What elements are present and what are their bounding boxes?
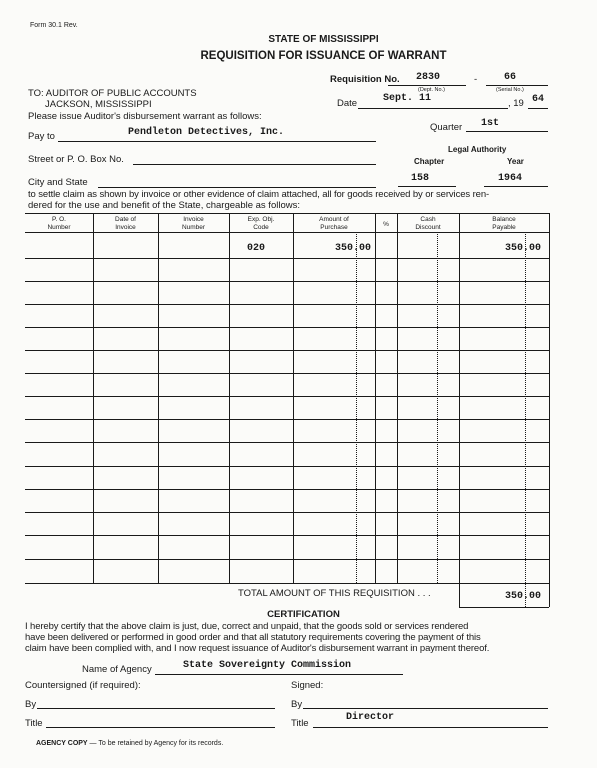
countersigned-by-label: By bbox=[25, 699, 37, 710]
signed-title-label: Title bbox=[291, 718, 309, 729]
please-issue-text: Please issue Auditor's disbursement warrant as follows: bbox=[28, 111, 262, 122]
form-title: REQUISITION FOR ISSUANCE OF WARRANT bbox=[200, 50, 447, 62]
row1-amount: 350.00 bbox=[334, 243, 371, 254]
footer-retain-text: — To be retained by Agency for its records. bbox=[87, 740, 224, 747]
header-date-of-invoice: Date of Invoice bbox=[115, 216, 136, 231]
date-year-suffix: 64 bbox=[532, 94, 545, 105]
serial-no-sub: (Serial No.) bbox=[496, 87, 524, 93]
legal-authority-label: Legal Authority bbox=[448, 145, 507, 154]
countersigned-by-line bbox=[37, 708, 275, 709]
year-value: 1964 bbox=[498, 173, 523, 184]
header-exp-obj-code: Exp. Obj. Code bbox=[247, 216, 275, 231]
row1-exp-code: 020 bbox=[247, 243, 266, 254]
agency-value: State Sovereignty Commission bbox=[183, 660, 352, 671]
date-year-line bbox=[528, 108, 548, 109]
agency-label: Name of Agency bbox=[82, 664, 152, 675]
header-amount-of-purchase: Amount of Purchase bbox=[319, 216, 349, 231]
pay-to-value: Pendleton Detectives, Inc. bbox=[128, 127, 285, 138]
certification-line-2: have been delivered or performed in good order and that all statutory requirements covering the payment of this bbox=[25, 632, 481, 643]
countersigned-label: Countersigned (if required): bbox=[25, 680, 141, 691]
chapter-value: 158 bbox=[411, 173, 430, 184]
footer-note bbox=[36, 740, 223, 747]
total-value: 350.00 bbox=[504, 591, 541, 602]
table-top-border bbox=[25, 213, 549, 214]
agency-line bbox=[155, 674, 403, 675]
year-label: Year bbox=[507, 157, 524, 166]
countersigned-title-label: Title bbox=[25, 718, 43, 729]
dept-no-sub: (Dept. No.) bbox=[418, 87, 445, 93]
settle-text-1: to settle claim as shown by invoice or other evidence of claim attached, all for goods received by or services ren- bbox=[28, 189, 490, 200]
signed-label: Signed: bbox=[291, 680, 324, 691]
serial-no-line bbox=[486, 85, 548, 86]
dept-no-line bbox=[388, 85, 466, 86]
row1-balance: 350.00 bbox=[504, 243, 541, 254]
chapter-line bbox=[398, 186, 456, 187]
serial-no-value: 66 bbox=[504, 72, 517, 83]
date-value: Sept. 11 bbox=[383, 93, 432, 104]
requisition-label: Requisition No. bbox=[330, 74, 400, 85]
certification-heading: CERTIFICATION bbox=[267, 609, 340, 620]
chapter-label: Chapter bbox=[414, 157, 445, 166]
to-line-1: TO: AUDITOR OF PUBLIC ACCOUNTS bbox=[28, 88, 197, 99]
signed-by-label: By bbox=[291, 699, 303, 710]
table-header-border bbox=[25, 232, 549, 233]
quarter-line bbox=[466, 131, 548, 132]
quarter-value: 1st bbox=[481, 118, 500, 129]
date-label: Date bbox=[337, 98, 358, 109]
form-number: Form 30.1 Rev. bbox=[30, 22, 78, 29]
dept-no-value: 2830 bbox=[416, 72, 441, 83]
countersigned-title-line bbox=[46, 727, 275, 728]
street-label: Street or P. O. Box No. bbox=[28, 154, 124, 165]
pay-to-line bbox=[58, 141, 376, 142]
header-cash-discount: Cash Discount bbox=[415, 216, 441, 231]
quarter-label: Quarter bbox=[430, 122, 463, 133]
signed-by-line bbox=[303, 708, 548, 709]
signed-title-line bbox=[313, 727, 548, 728]
total-label: TOTAL AMOUNT OF THIS REQUISITION . . . bbox=[238, 588, 431, 599]
pay-to-label: Pay to bbox=[28, 131, 55, 142]
street-line bbox=[133, 164, 376, 165]
header-percent: % bbox=[383, 221, 389, 228]
certification-line-3: claim have been complied with, and I now request issuance of Auditor's disbursement warrant in payment thereof. bbox=[25, 643, 490, 654]
state-heading: STATE OF MISSISSIPPI bbox=[268, 34, 379, 45]
header-balance-payable: Balance Payable bbox=[492, 216, 516, 231]
date-line bbox=[358, 108, 508, 109]
date-year-prefix: , 19 bbox=[508, 98, 524, 109]
city-label: City and State bbox=[28, 177, 88, 188]
header-invoice-number: Invoice Number bbox=[181, 216, 206, 231]
city-line bbox=[98, 187, 376, 188]
signed-title-value: Director bbox=[346, 712, 395, 723]
to-line-2: JACKSON, MISSISSIPPI bbox=[45, 99, 152, 110]
year-line bbox=[484, 186, 548, 187]
certification-line-1: I hereby certify that the above claim is just, due, correct and unpaid, that the goods sold or services rendered bbox=[25, 621, 469, 632]
header-po-number: P. O. Number bbox=[47, 216, 71, 231]
footer-agency-copy: AGENCY COPY bbox=[36, 740, 88, 747]
settle-text-2: dered for the use and benefit of the State, chargeable as follows: bbox=[28, 200, 300, 211]
requisition-dash: - bbox=[474, 74, 478, 85]
